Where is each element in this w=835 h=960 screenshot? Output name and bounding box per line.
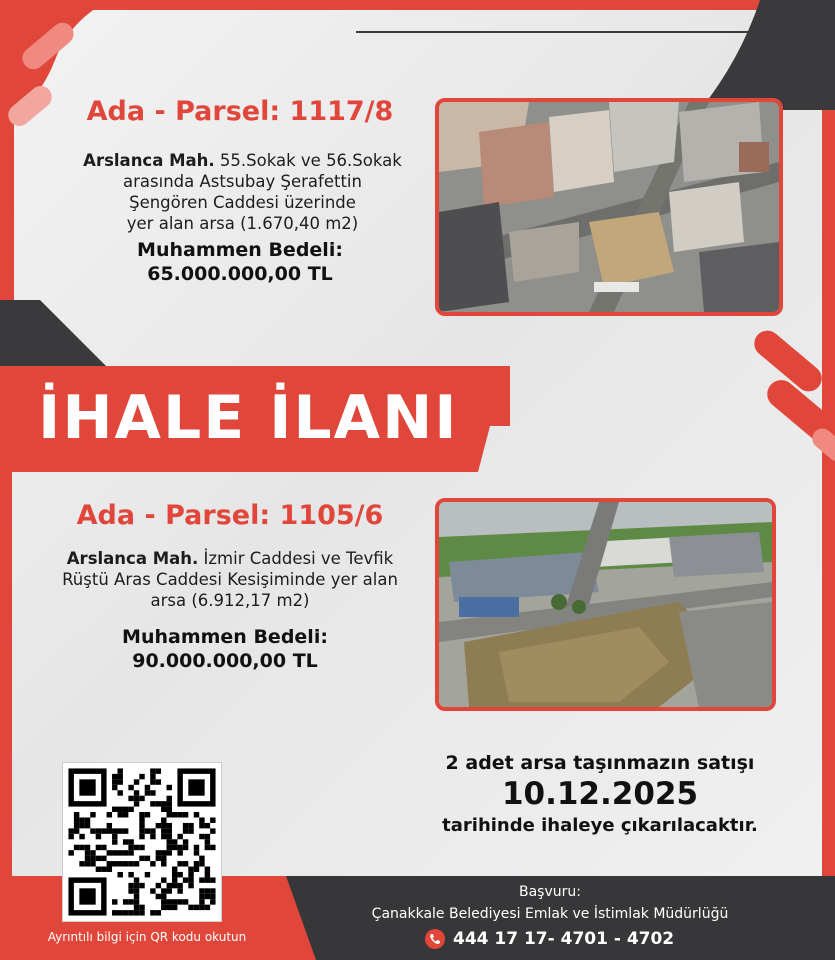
top-rule	[356, 31, 796, 33]
sale-line3: tarihinde ihaleye çıkarılacaktır.	[442, 815, 758, 836]
parcel1-neighborhood: Arslanca Mah.	[83, 151, 215, 170]
parcel2-line1: İzmir Caddesi ve Tevfik	[198, 549, 394, 568]
office-name: Çanakkale Belediyesi Emlak ve İstimlak Müdürlüğü	[371, 906, 729, 922]
corner-decoration-top-right	[680, 0, 835, 110]
phone-icon	[425, 929, 445, 949]
parcel2-price	[45, 625, 405, 673]
parcel1-photo	[435, 98, 783, 316]
sale-line1: 2 adet arsa taşınmazın satışı	[445, 752, 755, 774]
parcel1-line4: yer alan arsa (1.670,40 m2)	[126, 214, 359, 233]
parcel1-price	[60, 238, 420, 286]
frame-left-bottom	[0, 470, 12, 880]
footer-diagonal	[286, 876, 346, 960]
parcel2-price-value: 90.000.000,00 TL	[132, 650, 318, 672]
parcel1-price-value: 65.000.000,00 TL	[147, 263, 333, 285]
parcel2-line3: arsa (6.912,17 m2)	[150, 591, 310, 610]
parcel1-line3: Şengören Caddesi üzerinde	[129, 193, 356, 212]
apply-label: Başvuru:	[519, 884, 581, 900]
parcel1-title: Ada - Parsel: 1117/8	[86, 96, 394, 127]
parcel2-title: Ada - Parsel: 1105/6	[76, 500, 384, 531]
phone-number[interactable]: 444 17 17- 4701 - 4702	[453, 929, 675, 949]
right-decoration	[720, 330, 835, 480]
parcel2-photo	[435, 498, 776, 711]
banner-title: İHALE İLANI	[38, 383, 459, 453]
qr-caption: Ayrıntılı bilgi için QR kodu okutun	[47, 930, 247, 944]
parcel2-neighborhood: Arslanca Mah.	[66, 549, 199, 568]
qr-code[interactable]	[62, 762, 222, 922]
parcel2-line2: Rüştü Aras Caddesi Kesişiminde yer alan	[62, 570, 398, 589]
parcel1-line2: arasında Astsubay Şerafettin	[123, 172, 362, 191]
left-dark-shape	[0, 300, 120, 370]
parcel1-line1: 55.Sokak ve 56.Sokak	[214, 151, 402, 170]
sale-date: 10.12.2025	[501, 776, 699, 812]
parcel2-description	[30, 548, 430, 611]
parcel1-price-label: Muhammen Bedeli:	[137, 239, 343, 261]
parcel2-price-label: Muhammen Bedeli:	[122, 626, 328, 648]
parcel1-description	[55, 150, 430, 234]
